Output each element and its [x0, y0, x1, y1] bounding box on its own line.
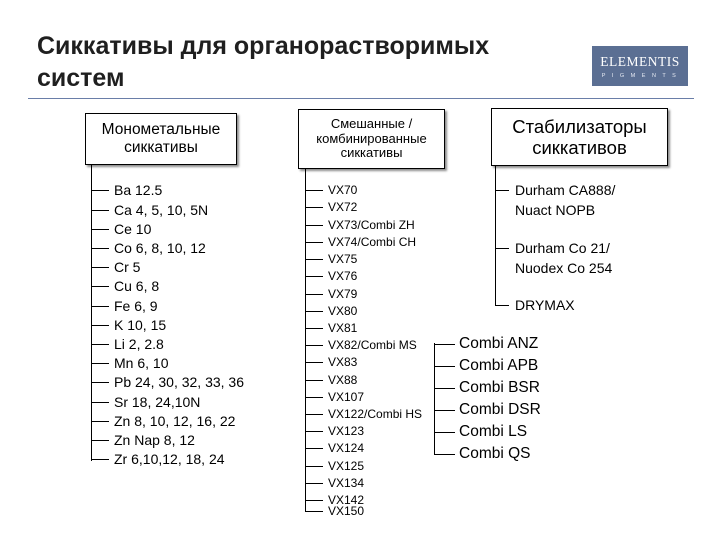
list-item: Mn 6, 10 [91, 354, 168, 372]
header-monometal: Монометальные сиккативы [85, 113, 237, 165]
list-item: Zn 8, 10, 12, 16, 22 [91, 412, 235, 430]
list-item: K 10, 15 [91, 316, 166, 334]
list-item: Ba 12.5 [91, 181, 162, 199]
list-item: Fe 6, 9 [91, 297, 158, 315]
list-item: Combi ANZ [434, 333, 538, 355]
header-stabilizers: Стабилизаторы сиккативов [491, 108, 668, 166]
list-item: Cr 5 [91, 258, 140, 276]
list-item: Combi LS [434, 421, 527, 443]
list-item: DRYMAX [495, 296, 575, 314]
list-item: VX70 [305, 181, 357, 199]
list-item: Ce 10 [91, 220, 151, 238]
list-item: VX150 [305, 502, 364, 520]
list-item: VX107 [305, 388, 364, 406]
list-item: Zr 6,10,12, 18, 24 [91, 450, 225, 468]
list-item: Sr 18, 24,10N [91, 393, 200, 411]
list-item: VX79 [305, 285, 357, 303]
list-item: Ca 4, 5, 10, 5N [91, 201, 208, 219]
logo-wordmark: ELEMENTIS [600, 54, 680, 69]
list-item: Combi QS [434, 443, 531, 465]
list-item: VX75 [305, 250, 357, 268]
list-item: Pb 24, 30, 32, 33, 36 [91, 373, 244, 391]
list-item: VX88 [305, 371, 357, 389]
title-divider [28, 98, 694, 99]
list-item: VX123 [305, 422, 364, 440]
list-item: VX80 [305, 302, 357, 320]
list-item: Zn Nap 8, 12 [91, 431, 195, 449]
list-item: VX81 [305, 319, 357, 337]
logo-subtitle: P I G M E N T S [601, 73, 679, 79]
list-item: VX83 [305, 353, 357, 371]
list-item: Durham Co 21/ Nuodex Co 254 [495, 238, 612, 278]
list-item: Combi APB [434, 355, 538, 377]
list-item: VX74/Combi CH [305, 233, 416, 251]
elementis-logo [592, 46, 688, 86]
header-mixed: Смешанные / комбинированные сиккативы [298, 109, 445, 169]
list-item: VX142 [305, 491, 364, 509]
list-item: VX125 [305, 457, 364, 475]
list-item: VX76 [305, 267, 357, 285]
list-item: VX82/Combi MS [305, 336, 417, 354]
list-item: Durham CA888/ Nuact NOPB [495, 180, 615, 220]
list-item: Cu 6, 8 [91, 277, 159, 295]
list-item: VX122/Combi HS [305, 405, 422, 423]
page-title: Сиккативы для органорастворимых систем [37, 32, 490, 92]
list-item: Co 6, 8, 10, 12 [91, 239, 206, 257]
list-item: VX124 [305, 439, 364, 457]
list-item: Combi DSR [434, 399, 541, 421]
list-item: Li 2, 2.8 [91, 335, 164, 353]
list-item: VX134 [305, 474, 364, 492]
list-item: VX72 [305, 198, 357, 216]
list-item: Combi BSR [434, 377, 540, 399]
list-item: VX73/Combi ZH [305, 216, 415, 234]
